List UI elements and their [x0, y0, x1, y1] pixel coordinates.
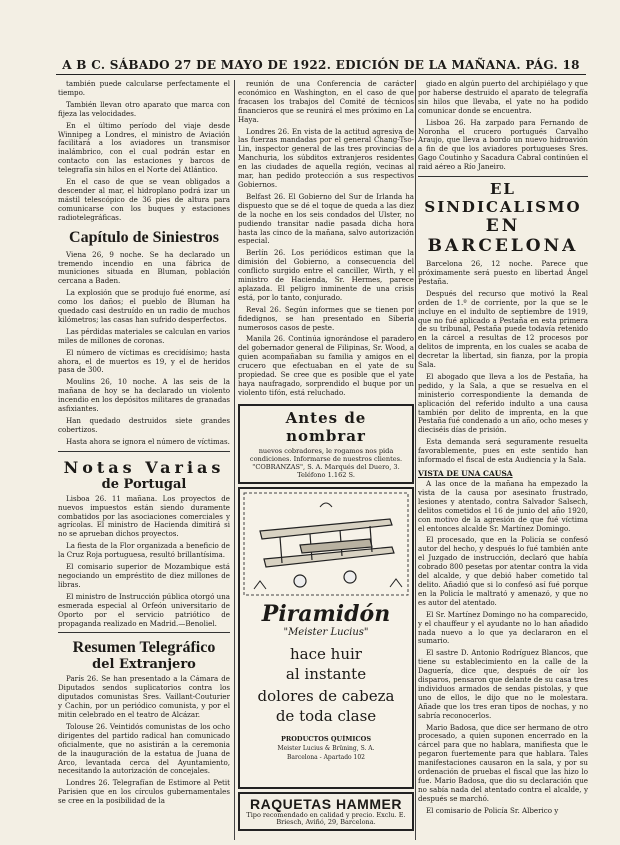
paragraph: Mario Badosa, que dice ser hermano de otro procesado, a quien suponen encerrado en la cárcel para que no hablara, manifiesta que le pegaron fuertemente para que hablara. Tales manifestaciones causaron en la sala, y por su ordenación de pruebas el fiscal que las hizo lo fue. Mario Badosa, que dio su declaración que no sabía nada del atentado contra el alcalde, y después se marchó.	[418, 722, 588, 803]
column-3	[418, 80, 588, 819]
paragraph: Viena 26, 9 noche. Se ha declarado un tremendo incendio en una fábrica de municiones situada en Bluman, población cercana a Baden.	[58, 249, 230, 286]
paragraph: El sastre D. Antonio Rodríguez Blancos, que tiene su establecimiento en la calle de la Daguería, dice que, después de oír los disparos, pensaron que delante de su casa tres individuos armados de sendas pistolas, y que uno de ellos, le dijo que no le molestara. Añade que los tres eran tipos de nochas, y no sabría reconocerlos.	[418, 648, 588, 720]
paragraph: También llevan otro aparato que marca con fijeza las velocidades.	[58, 99, 230, 118]
advert-title: Antes de nombrar	[285, 408, 367, 445]
advert-footer: Meister Lucius & Brüning, S. A.	[277, 744, 375, 752]
paragraph: Tolouse 26. Veintidós comunistas de los ocho dirigentes del partido radical han comunicado oficialmente, que no asistirán a la ceremonia de la inauguración de la estatua de Juana de Arco, levantada cerca del Ayuntamiento, necesitando la autorización de concejales.	[58, 721, 230, 776]
advert-line: de toda clase	[275, 706, 377, 725]
paragraph: Barcelona 26, 12 noche. Parece que próximamente será puesto en libertad Ángel Pestaña.	[418, 259, 588, 286]
advert-raquetas	[238, 792, 414, 831]
advert-cobranzas	[238, 404, 414, 484]
column-rule	[415, 80, 416, 840]
paragraph: Londres 26. En vista de la actitud agresiva de las fuerzas mandadas por el general Chang-Tso-Lin, inspector general de las tres provincias de Manchuria, los súbditos extranjeros residentes en las ciudades de aquella región, vecinas al mar, han pedido protección a sus respectivos Gobiernos.	[238, 126, 414, 189]
paragraph: Londres 26. Telegrafían de Estimore al Petit Parisien que en los círculos gubernamentales se cree en la posibilidad de la	[58, 778, 230, 806]
paragraph: Berlín 26. Los periódicos estiman que la dimisión del Gobierno, a consecuencia del conflicto surgido entre el canciller, Wirth, y el ministro de Hacienda, Sr. Hermes, parece aplazada. El peligro inminente de una crisis está, por lo tanto, conjurado.	[238, 248, 414, 302]
advert-footer: PRODUCTOS QUÍMICOS	[280, 734, 372, 743]
advert-line: dolores de cabeza	[257, 686, 395, 705]
paragraph: El procesado, que en la Policía se confesó autor del hecho, y después lo fué también ante el Juzgado de instrucción, declaró que había cobrado 800 pesetas por atentar contra la vida del alcalde, y que debió haber cometido tal delito. Añadió que si lo confesó así fué porque en la Policía le maltrató y amenazó, y que no es autor del atentado.	[418, 535, 588, 607]
paragraph: Después del recurso que motivó la Real orden de 1.º de corriente, por la que se le incluye en el indulto de septiembre de 1919, que no fué aplicado a Pestaña en esta primera de su tribunal, Pestaña puede todavía retenido en la cárcel a resultas de 12 procesos por delitos de imprenta, en los cuales se acaba de decretar la libertad, sin fianza, por la propia Sala.	[418, 288, 588, 370]
paragraph: Esta demanda será seguramente resuelta favorablemente, pues en este sentido han informado el fiscal de esta Audiencia y la Sala.	[418, 437, 588, 465]
paragraph: La explosión que se produjo fué enorme, así como los daños; el pueblo de Bluman ha quedado casi destruído en un radio de muchos kilómetros; las casas han sufrido desperfectos.	[58, 288, 230, 324]
paragraph: Lisboa 26. 11 mañana. Los proyectos de nuevos impuestos están siendo duramente combatidos por las asociaciones comerciales y agrícolas. El ministro de Hacienda dimitirá si no se aprueban dichos proyectos.	[58, 493, 230, 539]
paragraph: Moulins 26, 10 noche. A las seis de la mañana de hoy se ha declarado un violento incendio en los depósitos militares de granadas asfixiantes.	[58, 377, 230, 414]
headline-barcelona: EN BARCELONA	[427, 216, 579, 257]
advert-piramidon	[238, 487, 414, 789]
headline-notas: Notas Varias	[63, 457, 225, 477]
paragraph: En el caso de que se vean obligados a descender al mar, el hidroplano podrá izar un mástil telescópico de 36 pies de altura para comunicarse con los buques y estaciones radiotelegráficas.	[58, 177, 230, 222]
headline-sindicalismo: EL SINDICALISMO	[418, 176, 588, 216]
paragraph: Han quedado destruidos siete grandes cobertizos.	[58, 416, 230, 434]
advert-body: Tipo recomendado en calidad y precio. Exclu. E. Briesch, Aviñó, 29, Barcelona.	[246, 810, 406, 827]
headline-siniestros: Capítulo de Siniestros	[69, 228, 219, 246]
subheading-vista: VISTA DE UNA CAUSA	[418, 469, 513, 478]
paragraph: El ministro de Instrucción pública otorgó una esmerada especial al Orfeón universitario de Oporto por el servicio patriótico de propaganda realizado en Madrid.—Benoliel.	[58, 591, 230, 628]
paragraph: reunión de una Conferencia de carácter económico en Washington, en el caso de que fracasen los trabajos del Comité de técnicos financieros que se reunirá el mes próximo en La Haya.	[238, 80, 414, 124]
paragraph: En el último período del viaje desde Winnipeg a Londres, el ministro de Aviación facilitará a los aviadores un transmisor inalámbrico, con el cual podrán estar en contacto con las estaciones y barcos de telegrafía sin hilos en el Norte del Atlántico.	[58, 120, 230, 175]
headline-portugal: de Portugal	[101, 476, 187, 492]
paragraph: El Sr. Martínez Domingo no ha comparecido, y el chauffeur y el ayudante no lo han añadido nada nuevo a lo que ya declararon en el sumario.	[418, 609, 588, 646]
paragraph: La fiesta de la Flor organizada a beneficio de la Cruz Roja portuguesa, resultó brillantísima.	[58, 541, 230, 560]
headline-resumen: Resumen Telegráfico	[72, 639, 216, 657]
advert-body: nuevos cobradores, le rogamos nos pida condiciones. Informarse de nuestros clientes. "COBRANZAS", S. A. Marqués del Duero, 3. Teléfono 1.162 S.	[249, 446, 403, 479]
advert-line: hace huir	[290, 644, 362, 663]
paragraph: Manila 26. Continúa ignorándose el paradero del gobernador general de Filipinas, Sr. Wood, a quien acompañaban su familia y amigos en el crucero que efectuaban en el yate de su propiedad. Se cree que es posible que el yate haya naufragado, sorprendido el buque por un violento tifón, está reluchado.	[238, 334, 414, 397]
paragraph: Las pérdidas materiales se calculan en varios miles de millones de coronas.	[58, 326, 230, 345]
column-2	[238, 80, 414, 831]
section-divider	[58, 451, 230, 452]
column-1	[58, 80, 230, 809]
paragraph: giado en algún puerto del archipiélago y que por haberse destruido el aparato de telegrafía sin hilos que llevaba, el yate no ha podido comunicar donde se encuentra.	[418, 80, 588, 115]
paragraph: El comisario de Policía Sr. Alberico y	[426, 805, 559, 815]
section-divider	[58, 632, 230, 633]
paragraph: París 26. Se han presentado a la Cámara de Diputados sendos suplicatorios contra los diputados comunistas Sres. Vaillant-Couturier y Cachin, por un periódico comunista, y por el mitin celebrado en el teatro de Alcázar.	[58, 674, 230, 720]
paragraph: Belfast 26. El Gobierno del Sur de Irlanda ha dispuesto que se dé el toque de queda a las diez de la noche en los seis condados del Ulster, no pudiendo transitar nadie pasada dicha hora hasta las cinco de la mañana, salvo autorización especial.	[238, 191, 414, 246]
advert-title: RAQUETAS HAMMER	[250, 795, 402, 812]
column-rule	[234, 80, 235, 840]
paragraph: El comisario superior de Mozambique está negociando un empréstito de diez millones de libras.	[58, 562, 230, 589]
advert-footer: Barcelona - Apartado 102	[287, 753, 365, 761]
advert-brand: Piramidón	[261, 600, 391, 627]
paragraph: Reval 26. Según informes que se tienen por fidedignos, se han presentado en Siberia numerosos casos de peste.	[238, 304, 414, 332]
headline-extranjero: del Extranjero	[92, 657, 196, 673]
airplane-illustration	[240, 489, 412, 599]
paragraph: también puede calcularse perfectamente el tiempo.	[58, 80, 230, 97]
paragraph: Lisboa 26. Ha zarpado para Fernando de Noronha el crucero portugués Carvalho Araujo, que lleva a bordo un nuevo hidroavión a fin de que los aviadores portugueses Sres. Gago Coutinho y Sacadura Cabral continúen el raid aéreo a Río Janeiro.	[418, 117, 588, 172]
advert-line: al instante	[285, 664, 367, 683]
paragraph: El abogado que lleva a los de Pestaña, ha pedido, y la Sala, a que se resuelva en el ministerio correspondiente la demanda de aplicación del referido indulto a una causa también por delito de imprenta, en la que Pestaña fué condenado a un año, ocho meses y dieciséis días de prisión.	[418, 371, 588, 435]
paragraph: Hasta ahora se ignora el número de víctimas.	[66, 436, 230, 446]
paragraph: El número de víctimas es crecidísimo; hasta ahora, el de muertos es 19, y el de heridos pasa de 300.	[58, 347, 230, 375]
page-header: A B C. SÁBADO 27 DE MAYO DE 1922. EDICIÓN DE LA MAÑANA. PÁG. 18	[56, 58, 586, 75]
advert-subbrand: "Meister Lucius"	[283, 626, 369, 638]
paragraph: A las once de la mañana ha empezado la vista de la causa por asesinato frustrado, lesiones y atentado, contra Salvador Salsech, delitos cometidos el 16 de junio del año 1920, con motivo de la agresión de que fué víctima el entonces alcalde Sr. Martínez Domingo.	[418, 479, 588, 533]
